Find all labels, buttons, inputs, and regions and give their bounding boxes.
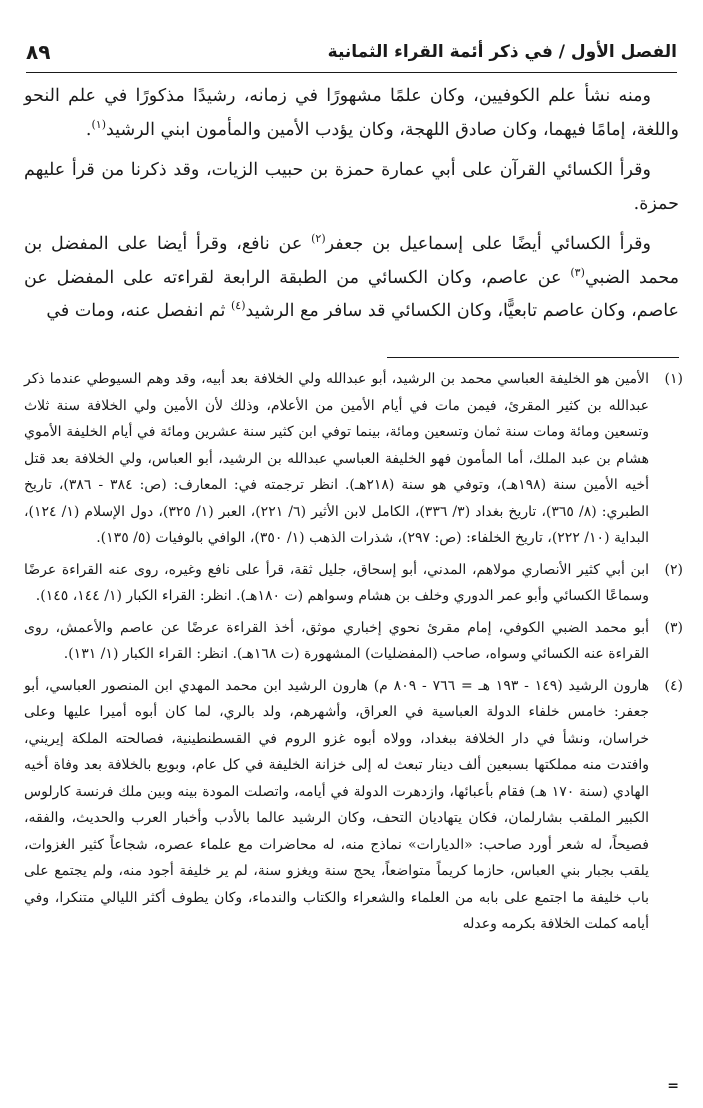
paragraph-3-part-3: عن عاصم، وكان الكسائي من الطبقة الرابعة لقراءته على المفضل عن عاصم، وكان عاصم تابعيًّا، وكان الكسائي قد سافر مع الرشيد xyxy=(24,267,679,321)
footnote-ref-1: (١) xyxy=(91,117,106,131)
footnote-text: أبو محمد الضبي الكوفي، إمام مقرئ نحوي إخباري موثق، أخذ القراءة عرضًا عن عاصم والأعمش، روى القراءة عنه الكسائي وسواه، صاحب (المفضليات) المشهورة (ت ١٦٨هـ). انظر: القراء الكبار (١/ ١٣١). xyxy=(24,619,649,662)
paragraph-3 xyxy=(24,228,679,329)
footnote-text: ابن أبي كثير الأنصاري مولاهم، المدني، أبو إسحاق، جليل ثقة، قرأ على نافع وغيره، روى عنه القراءة عرضًا وسماعًا الكسائي وأبو عمر الدوري وخلف بن هشام وسواهم (ت ١٨٠هـ). انظر: القراء الكبار (١/ ١٤٤، ١٤٥). xyxy=(24,561,649,604)
footnote-1 xyxy=(24,366,683,552)
footnote-2 xyxy=(24,557,683,610)
footnote-number: (٣) xyxy=(664,619,683,636)
paragraph-1-end: . xyxy=(85,119,92,140)
footnotes xyxy=(24,366,683,938)
footnote-separator xyxy=(387,357,679,358)
page-header xyxy=(26,40,677,73)
footnote-ref-3: (٣) xyxy=(570,265,585,279)
paragraph-3-part-4: ثم انفصل عنه، ومات في xyxy=(46,301,231,321)
footnote-4 xyxy=(24,673,683,938)
running-head: الفصل الأول / في ذكر أئمة القراء الثمانية xyxy=(327,42,677,62)
page-number: ٨٩ xyxy=(26,40,51,64)
paragraph-3-part-2: عن نافع، وقرأ أيضا على المفضل بن محمد الضبي xyxy=(24,234,680,288)
footnote-ref-4: (٤) xyxy=(231,299,246,313)
footnote-ref-2: (٢) xyxy=(311,232,326,246)
footnote-text: الأمين هو الخليفة العباسي محمد بن الرشيد، أبو عبدالله ولي الخلافة بعد أبيه، وقد وهم السيوطي عندما ذكر عبدالله بن كثير المقرئ، فيمن مات في أيام الأمين من الأعلام، وذلك لأن الأمين ولي الخلافة سنة ثلاث وتسعين ومائة ومات سنة ثمان وتسعين ومائة، بينما توفي ابن كثير سنة عشرين ومائة في أيام الخليفة الأموي هشام بن عبد الملك، أما المأمون فهو الخليفة العباسي عبدالله بن الرشيد، أبو العباس، ولي الخلافة بعد قتل أخيه الأمين سنة (١٩٨هـ)، وتوفي هو سنة (٢١٨هـ). انظر ترجمته في: المعارف: (ص: ٣٨٤ - ٣٨٦)، تاريخ الطبري: (٨/ ٣٦٥)، تاريخ بغداد (٣/ ٣٣٦)، الكامل لابن الأثير (٦/ ٢٢١)، العبر (١/ ٣٢٥)، دول الإسلام (١/ ١٢٤)، البداية (١٠/ ٢٢٢)، تاريخ الخلفاء: (ص: ٢٩٧)، شذرات الذهب (١/ ٣٥٠)، الوافي بالوفيات (٥/ ١٣٥). xyxy=(24,371,650,546)
main-text xyxy=(24,80,679,329)
footnote-number: (٢) xyxy=(664,561,683,578)
footnote-number: (٤) xyxy=(664,677,683,694)
paragraph-2: وقرأ الكسائي القرآن على أبي عمارة حمزة بن حبيب الزيات، وقد ذكرنا من قرأ عليهم حمزة. xyxy=(24,160,679,214)
footnote-3 xyxy=(24,615,683,668)
footnote-number: (١) xyxy=(664,371,683,387)
paragraph-1-text: ومنه نشأ علم الكوفيين، وكان علمًا مشهورًا في زمانه، رشيدًا مذكورًا في علم النحو واللغة، إمامًا فيهما، وكان صادق اللهجة، وكان يؤدب الأمين والمأمون ابني الرشيد xyxy=(24,86,679,140)
continuation-mark: = xyxy=(667,1078,679,1094)
paragraph-3-part-1: وقرأ الكسائي أيضًا على إسماعيل بن جعفر xyxy=(325,234,651,254)
footnote-text: هارون الرشيد (١٤٩ - ١٩٣ هـ = ٧٦٦ - ٨٠٩ م) هارون الرشيد ابن محمد المهدي ابن المنصور العباسي، أبو جعفر: خامس خلفاء الدولة العباسية في العراق، وأشهرهم، ولد بالري، لما كان أبوه أميرا عليها وعلى خراسان، ونشأ في دار الخلافة ببغداد، وولاه أبوه غزو الروم في القسطنطينية، فصالحته الملكة إيريني، وافتدت منه مملكتها بسبعين ألف دينار تبعث له إلى خزانة الخليفة في كل عام، وبويع بالخلافة بعد وفاة أخيه الهادي (سنة ١٧٠ هـ) فقام بأعبائها، وازدهرت الدولة في أيامه، واتصلت المودة بينه وبين ملك فرنسة كارلوس الكبير الملقب بشارلمان، فكان يتهاديان التحف، وكان الرشيد عالما بالأدب وأخبار العرب والحديث، والفقه، فصيحاً، له شعر أورد صاحب: «الديارات» نماذج منه، له محاضرات مع علماء عصره، شجاعاً كثير الغزوات، يلقب بجبار بني العباس، حازما كريماً متواضعاً، يحج سنة ويغزو سنة، لم ير خليفة أجود منه، ولم يجتمع على باب خليفة ما اجتمع على بابه من العلماء والشعراء والكتاب والندماء، وكان يطوف أكثر الليالي متنكرا، وفي أيامه كملت الخلافة بكرمه وعدله xyxy=(24,677,649,932)
paragraph-1 xyxy=(24,80,679,147)
